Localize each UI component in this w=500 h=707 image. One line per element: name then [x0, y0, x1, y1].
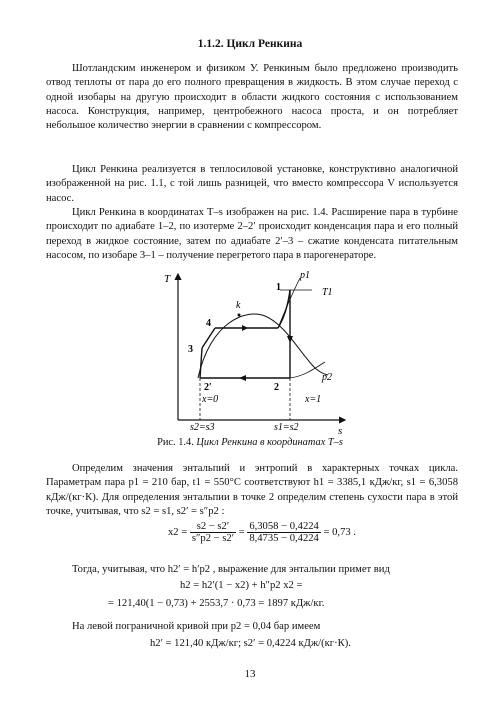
line-3-4: [202, 328, 215, 348]
section-title: 1.1.2. Цикл Ренкина: [197, 38, 303, 50]
eq-x2-result: = 0,73 .: [323, 526, 356, 538]
label-p1: p1: [300, 270, 310, 281]
eq-x2-den1: s″p2 − s2′: [191, 533, 235, 544]
critical-point: [238, 314, 241, 317]
label-s1-s2: s1=s2: [274, 422, 299, 433]
paragraph-installation: Цикл Ренкина реализуется в теплосиловой установке, конструктивно аналогичной изображенной на рис. 1.1, с той лишь разницей, что вместо компрессора V используется насос.: [46, 164, 458, 204]
arrow-evap: [242, 325, 248, 331]
eq-x2-frac2: [247, 521, 321, 544]
eq-x2-num2: 6,3058 − 0,4224: [249, 521, 319, 532]
point-1-label: 1: [276, 282, 281, 293]
equation-left-curve: h2′ = 121,40 кДж/кг; s2′ = 0,4224 кДж/(кг·К).: [150, 638, 351, 649]
label-s2-s3: s2=s3: [190, 422, 215, 433]
line-2p-3: [200, 348, 202, 378]
arrow-condense: [239, 375, 246, 381]
equation-h2: h2 = h2′(1 − x2) + h″p2 x2 =: [180, 580, 303, 591]
eq-x2-num1: s2 − s2′: [190, 521, 236, 533]
line-superheat-1: [278, 290, 290, 328]
equation-x2: [168, 521, 356, 544]
label-p2: p2: [322, 372, 332, 383]
paragraph-h2-intro: Тогда, учитывая, что h2′ = h′p2 , выражение для энтальпии примет вид: [72, 564, 390, 575]
paragraph-intro: Шотландским инженером и физиком У. Ренкиным было предложено производить отвод теплоты от пара до его полного превращения в жидкость. В этом случае переход с одной изобары на другую происходит в области жидкого состояния с использованием насоса. Конструкция, например, центробежного насоса проста, и он потребляет небольшое количество энергии в сравнении с компрессором.: [46, 63, 458, 132]
point-4-label: 4: [206, 318, 211, 329]
axis-s-label: s: [338, 425, 343, 436]
label-k: k: [236, 300, 241, 311]
axis-t-label: T: [164, 273, 171, 285]
caption-prefix: Рис. 1.4.: [157, 437, 197, 448]
eq-x2-lhs: x2 =: [168, 526, 188, 538]
caption-text: Цикл Ренкина в координатах T–s: [196, 437, 343, 448]
paragraph-ts-description: Цикл Ренкина в координатах T–s изображен на рис. 1.4. Расширение пара в турбине происходит по адиабате 1–2, по изотерме 2–2′ происходит конденсация пара и его полный переход в жидкое состояние, затем по адиабате 2′–3 – сжатие конденсата питательным насосом, по изобаре 3–1 – получение перегретого пара в парогенераторе.: [46, 207, 458, 261]
eq-x2-equals: =: [238, 526, 245, 538]
point-2p-label: 2′: [204, 382, 212, 393]
label-t1: T1: [322, 287, 333, 298]
eq-x2-den2: 8,4735 − 0,4224: [249, 533, 319, 544]
eq-x2-frac1: [190, 521, 236, 544]
rankine-ts-diagram: [150, 268, 360, 436]
equation-h2-calc: = 121,40(1 − 0,73) + 2553,7 · 0,73 = 1897 кДж/кг.: [108, 598, 325, 609]
label-x0: x=0: [202, 394, 219, 405]
isobar-p1: [278, 278, 300, 328]
saturation-curve: [198, 314, 328, 378]
page-number: 13: [244, 668, 256, 680]
figure-caption: [0, 437, 500, 448]
paragraph-left-curve: На левой пограничной кривой при p2 = 0,04 бар имеем: [72, 621, 321, 632]
point-2-label: 2: [274, 382, 279, 393]
paragraph-enthalpy: Определим значения энтальпий и энтропий в характерных точках цикла. Параметрам пара p1 = 210 бар, t1 = 550°C соответствуют h1 = 3385,1 кДж/кг, s1 = 6,3058 кДж/(кг·К). Для определения энтальпии в точке 2 определим степень сухости пара в этой точке, учитывая, что s2 = s1, s2′ = s″p2 :: [46, 463, 458, 517]
isobar-p2: [290, 362, 325, 378]
point-3-label: 3: [188, 344, 193, 355]
label-x1: x=1: [305, 394, 322, 405]
